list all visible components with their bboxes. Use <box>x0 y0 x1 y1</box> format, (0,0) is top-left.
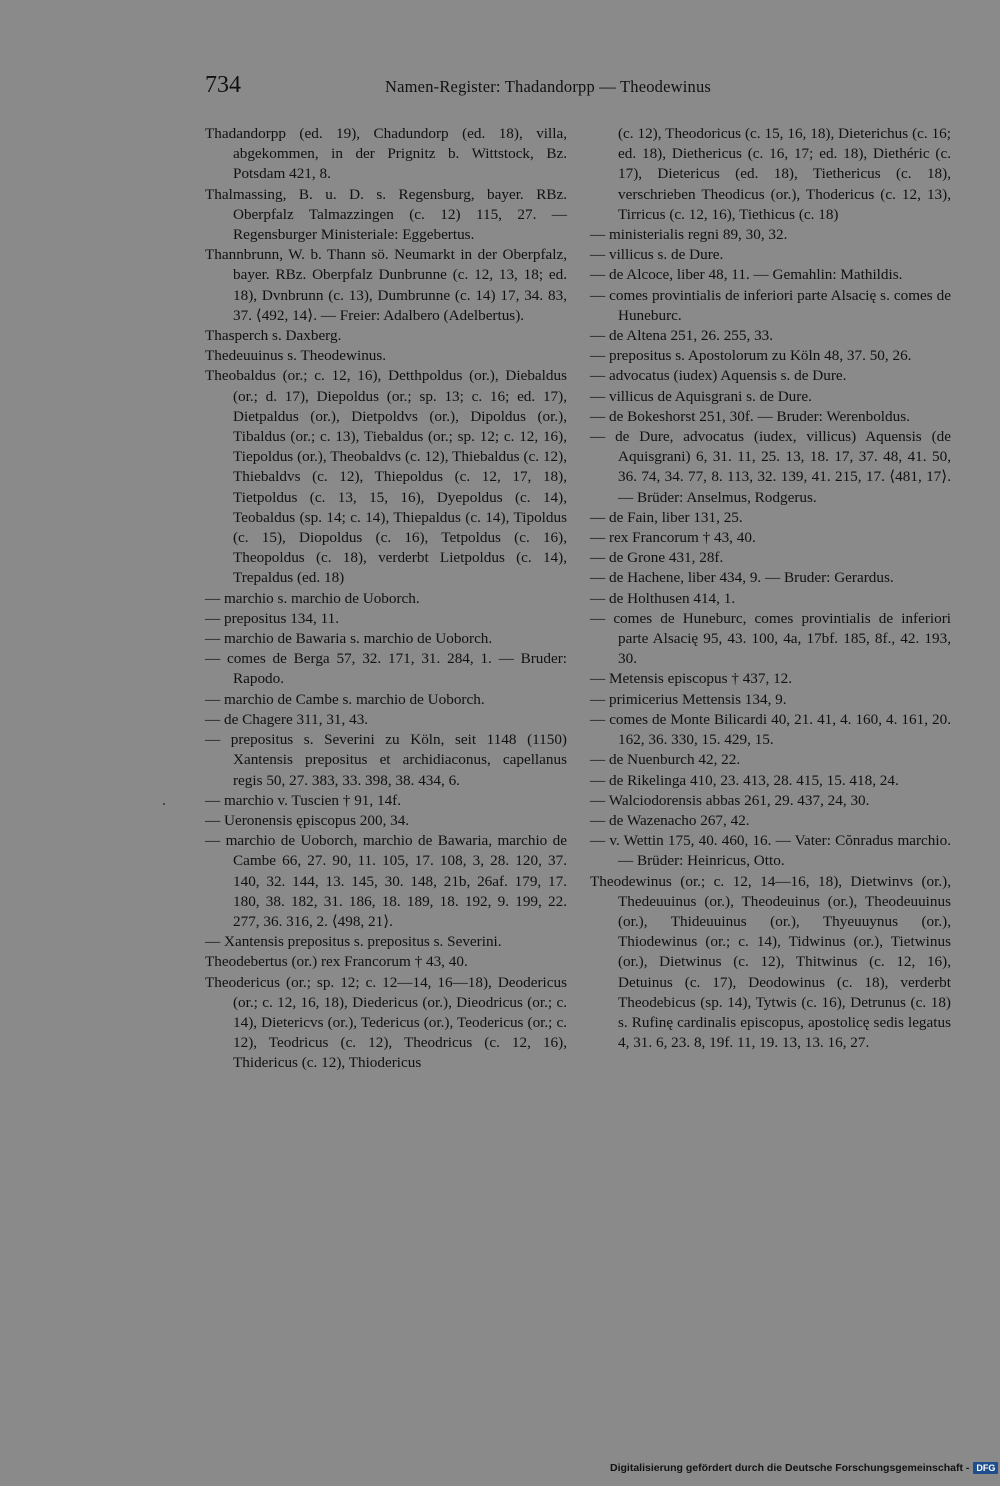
index-subentry: — advocatus (iudex) Aquensis s. de Dure. <box>590 367 847 385</box>
running-head: Namen-Register: Thadandorpp — Theodewinus <box>385 77 712 96</box>
right-column <box>590 124 951 1053</box>
index-entry: Theodebertus (or.) rex Francorum † 43, 40. <box>205 953 468 971</box>
index-subentry: — de Nuenburch 42, 22. <box>590 751 741 769</box>
index-entry: Theobaldus (or.; c. 12, 16), Detthpoldus (or.), Diebaldus (or.; d. 17), Diepoldus (or.; sp. 13; c. 16; ed. 17), Dietpaldus (or.), Dietpoldvs (or.), Dipoldus (or.), Tibaldus (or.; c. 13), Tiebaldus (or.; sp. 12; c. 12, 16), Tiepoldus (or.), Theobaldvs (c. 12), Thiebaldus (c. 12), Thiebaldvs (c. 12), Thiepoldus (c. 12, 17, 18), Tietpoldus (c. 13, 15, 16), Dyepoldus (c. 14), Teobaldus (sp. 14; c. 14), Thiepaldus (c. 14), Tipoldus (c. 15), Diopoldus (c. 16), Tetpoldus (c. 16), Theopoldus (c. 18), verderbt Lietpoldus (c. 14), Trepaldus (ed. 18) <box>205 367 567 587</box>
footer-text: Digitalisierung gefördert durch die Deutsche Forschungsgemeinschaft - <box>610 1462 970 1474</box>
index-subentry: — de Grone 431, 28f. <box>590 549 724 567</box>
index-subentry: — comes de Monte Bilicardi 40, 21. 41, 4. 160, 4. 161, 20. 162, 36. 330, 15. 429, 15. <box>590 710 951 749</box>
index-subentry: — marchio de Bawaria s. marchio de Uoborch. <box>205 630 493 648</box>
index-subentry: — rex Francorum † 43, 40. <box>590 529 756 547</box>
index-subentry: — Walciodorensis abbas 261, 29. 437, 24, 30. <box>590 791 870 809</box>
index-entry: Thadandorpp (ed. 19), Chadundorp (ed. 18), villa, abgekommen, in der Prignitz b. Wittstock, Bz. Potsdam 421, 8. <box>205 125 567 183</box>
index-subentry: — marchio de Cambe s. marchio de Uoborch. <box>205 690 485 708</box>
index-subentry: — v. Wettin 175, 40. 460, 16. — Vater: Cŏnradus marchio. — Brüder: Heinricus, Otto. <box>590 832 951 870</box>
index-subentry: — comes de Huneburc, comes provintialis de inferiori parte Alsacię 95, 43. 100, 4a, 17bf. 185, 8f., 42. 193, 30. <box>590 609 951 668</box>
footer-credit <box>610 1462 998 1474</box>
index-entry: Theodewinus (or.; c. 12, 14—16, 18), Dietwinvs (or.), Thedeuuinus (or.), Theodeuinus (or.), Theodeuuinus (or.), Thideuuinus (or.), Thyeuuynus (or.), Thiodewinus (or.; c. 14), Tidwinus (or.), Tietwinus (or.), Dietwinus (c. 12), Thitwinus (c. 12, 16), Detuinus (c. 17), Deodowinus (c. 18), verderbt Theodebicus (sp. 14), Tytwis (c. 16), Detrunus (c. 18) s. Rufinę cardinalis episcopus, apostolicę sedis legatus 4, 31. 6, 23. 8, 19f. 11, 19. 13, 13. 16, 27. <box>590 872 951 1052</box>
index-subentry: — primicerius Mettensis 134, 9. <box>590 690 787 708</box>
print-speck <box>163 803 165 805</box>
index-subentry: — Ueronensis ępiscopus 200, 34. <box>205 811 410 829</box>
index-entry: Thedeuuinus s. Theodewinus. <box>205 347 387 365</box>
index-subentry: — de Dure, advocatus (iudex, villicus) Aquensis (de Aquisgrani) 6, 31. 11, 25. 13, 18. 17, 37. 48, 41. 50, 36. 74, 34. 77, 8. 113, 32. 139, 41. 215, 17. ⟨481, 17⟩. — Brüder: Anselmus, Rodgerus. <box>590 428 951 506</box>
index-subentry: — de Rikelinga 410, 23. 413, 28. 415, 15. 418, 24. <box>590 771 899 789</box>
index-subentry: — de Wazenacho 267, 42. <box>590 811 750 829</box>
page-header <box>205 72 953 102</box>
index-entry: Thasperch s. Daxberg. <box>205 327 342 345</box>
index-subentry: — marchio s. marchio de Uoborch. <box>205 589 420 607</box>
index-subentry: — comes provintialis de inferiori parte Alsacię s. comes de Huneburc. <box>590 286 951 324</box>
index-subentry: — marchio de Uoborch, marchio de Bawaria, marchio de Cambe 66, 27. 90, 11. 105, 17. 108, 3, 28. 120, 37. 140, 32. 144, 13. 145, 30. 148, 21b, 26af. 179, 17. 180, 38. 182, 31. 186, 18. 189, 18. 192, 9. 199, 22. 277, 36. 316, 2. ⟨498, 21⟩. <box>205 832 567 930</box>
index-subentry: — de Altena 251, 26. 255, 33. <box>590 327 774 345</box>
index-subentry: — de Chagere 311, 31, 43. <box>205 710 369 728</box>
index-subentry: — Xantensis prepositus s. prepositus s. Severini. <box>205 933 502 951</box>
index-subentry: — prepositus 134, 11. <box>205 609 340 627</box>
left-column <box>205 124 567 1074</box>
dfg-logo-icon: DFG <box>973 1462 998 1474</box>
index-subentry: — prepositus s. Apostolorum zu Köln 48, 37. 50, 26. <box>590 347 912 365</box>
index-subentry: — prepositus s. Severini zu Köln, seit 1148 (1150) Xantensis prepositus et archidiaconus, capellanus regis 50, 27. 383, 33. 398, 38. 434, 6. <box>205 731 567 789</box>
index-entry: Theodericus (or.; sp. 12; c. 12—14, 16—18), Deodericus (or.; c. 12, 16, 18), Diedericus (or.), Dieodricus (or.; c. 14), Dietericvs (or.), Tedericus (or.), Teodericus (or.; c. 12), Teodricus (c. 12), Theodricus (c. 12, 16), Thidericus (c. 12), Thiodericus <box>205 973 567 1072</box>
index-subentry: — de Bokeshorst 251, 30f. — Bruder: Werenboldus. <box>590 407 910 425</box>
index-subentry: — ministerialis regni 89, 30, 32. <box>590 226 788 244</box>
index-subentry: — de Alcoce, liber 48, 11. — Gemahlin: Mathildis. <box>590 266 903 284</box>
index-entry-continuation: (c. 12), Theodoricus (c. 15, 16, 18), Dieterichus (c. 16; ed. 18), Diethericus (c. 16, 17; ed. 18), Diethéric (c. 17), Dietericus (ed. 18), Tiethericus (c. 18), verschrieben Theodicus (or.), Thodericus (c. 12, 13), Tirricus (c. 12, 16), Tiethicus (c. 18) <box>618 125 951 223</box>
index-subentry: — de Hachene, liber 434, 9. — Bruder: Gerardus. <box>590 569 894 587</box>
index-subentry: — marchio v. Tuscien † 91, 14f. <box>205 791 402 809</box>
page-number: 734 <box>205 72 241 98</box>
index-subentry: — Metensis episcopus † 437, 12. <box>590 670 793 688</box>
index-entry: Thalmassing, B. u. D. s. Regensburg, bayer. RBz. Oberpfalz Talmazzingen (c. 12) 115, 27. — Regensburger Ministeriale: Eggebertus. <box>205 185 567 244</box>
index-entry: Thannbrunn, W. b. Thann sö. Neumarkt in der Oberpfalz, bayer. RBz. Oberpfalz Dunbrunne (c. 12, 13, 18; ed. 18), Dvnbrunn (c. 13), Dumbrunne (c. 14) 17, 34. 83, 37. ⟨492, 14⟩. — Freier: Adalbero (Adelbertus). <box>205 246 567 324</box>
index-subentry: — villicus s. de Dure. <box>590 246 724 264</box>
index-subentry: — de Holthusen 414, 1. <box>590 589 736 607</box>
index-subentry: — de Fain, liber 131, 25. <box>590 508 743 526</box>
index-subentry: — villicus de Aquisgrani s. de Dure. <box>590 387 812 405</box>
index-subentry: — comes de Berga 57, 32. 171, 31. 284, 1. — Bruder: Rapodo. <box>205 650 567 688</box>
